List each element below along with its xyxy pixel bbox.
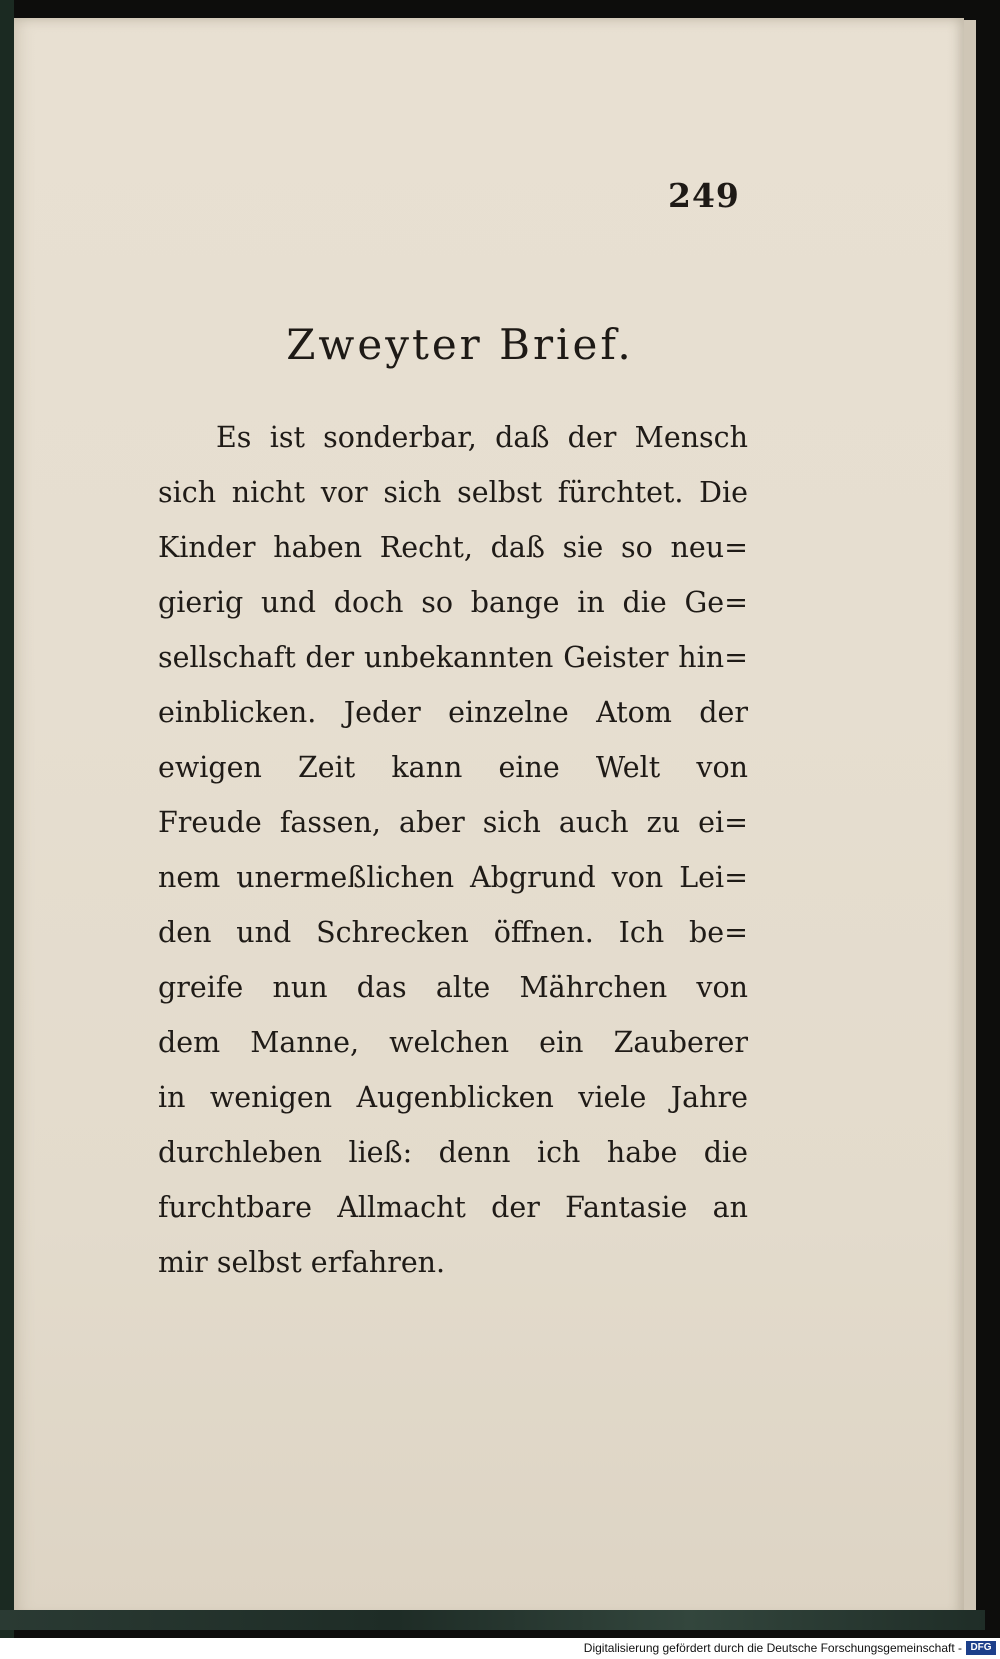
text-line: sich nicht vor sich selbst fürchtet. Die — [158, 476, 748, 509]
text-line: durchleben ließ: denn ich habe die — [158, 1136, 748, 1169]
dfg-logo-icon: DFG — [966, 1641, 996, 1655]
page-stack-edge — [962, 20, 976, 1616]
body-text — [158, 410, 748, 1290]
text-line: furchtbare Allmacht der Fantasie an — [158, 1191, 748, 1224]
text-line: Es ist sonderbar, daß der Mensch — [216, 421, 748, 454]
text-line: mir selbst erfahren. — [158, 1246, 446, 1279]
text-line: dem Manne, welchen ein Zauberer — [158, 1026, 748, 1059]
text-line: den und Schrecken öffnen. Ich be= — [158, 916, 748, 949]
text-line: sellschaft der unbekannten Geister hin= — [158, 641, 748, 674]
text-line: einblicken. Jeder einzelne Atom der — [158, 696, 748, 729]
text-line: greife nun das alte Mährchen von — [158, 971, 748, 1004]
text-line: Freude fassen, aber sich auch zu ei= — [158, 806, 748, 839]
footer-credit: Digitalisierung gefördert durch die Deutsche Forschungsgemeinschaft - — [583, 1641, 962, 1655]
text-line: in wenigen Augenblicken viele Jahre — [158, 1081, 748, 1114]
text-line: nem unermeßlichen Abgrund von Lei= — [158, 861, 748, 894]
digitization-footer — [0, 1638, 1000, 1659]
text-line: gierig und doch so bange in die Ge= — [158, 586, 748, 619]
chapter-title: Zweyter Brief. — [286, 320, 634, 369]
book-cover-left-edge — [0, 0, 14, 1659]
book-cover-bottom-edge — [0, 1610, 985, 1630]
page-number: 249 — [668, 176, 740, 215]
text-line: Kinder haben Recht, daß sie so neu= — [158, 531, 748, 564]
text-line: ewigen Zeit kann eine Welt von — [158, 751, 748, 784]
